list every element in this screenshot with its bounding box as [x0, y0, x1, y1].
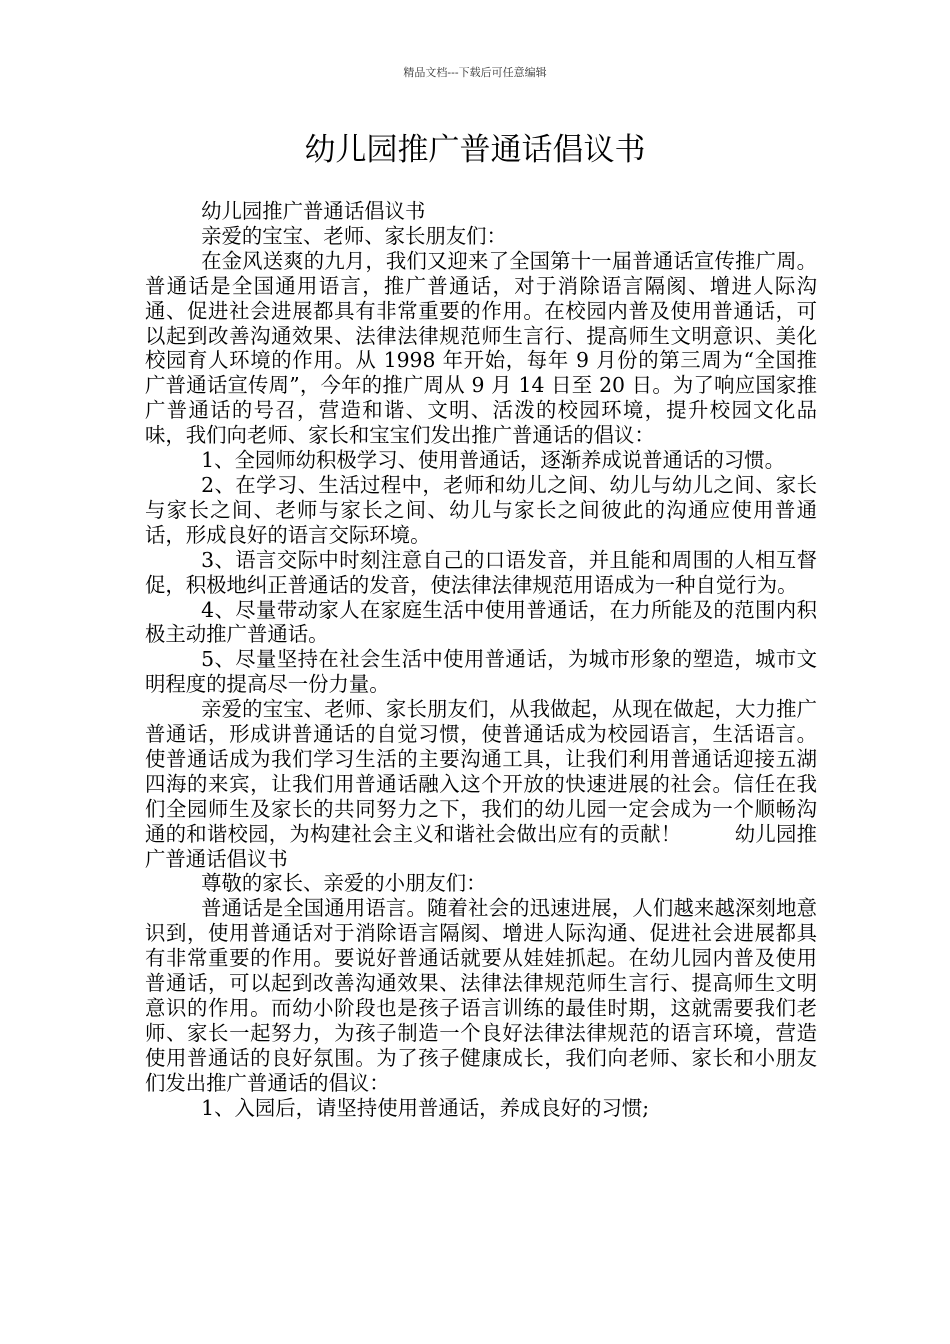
second-subtitle: 幼儿园推广普通话倡议书	[145, 821, 817, 871]
page-header-note: 精品文档---下载后可任意编辑	[403, 66, 547, 79]
proposal-item-4: 4、尽量带动家人在家庭生活中使用普通话，在力所能及的范围内积极主动推广普通话。	[145, 597, 817, 647]
closing-text: 亲爱的宝宝、老师、家长朋友们，从我做起，从现在做起，大力推广普通话，形成讲普通话的自觉习惯，使普通话成为校园语言，生活语言。使普通话成为我们学习生活的主要沟通工具，让我们利用普通话迎接五湖四海的来宾，让我们用普通话融入这个开放的快速进展的社会。信任在我们全园师生及家长的共同努力之下，我们的幼儿园一定会成为一个顺畅沟通的和谐校园，为构建社会主义和谐社会做出应有的贡献！	[145, 697, 817, 846]
intro-paragraph: 在金风送爽的九月，我们又迎来了全国第十一届普通话宣传推广周。普通话是全国通用语言，推广普通话，对于消除语言隔阂、增进人际沟通、促进社会进展都具有非常重要的作用。在校园内普及使用普通话，可以起到改善沟通效果、法律法律规范师生言行、提高师生文明意识、美化校园育人环境的作用。从 1998 年开始，每年 9 月份的第三周为“全国推广普通话宣传周”，今年的推广周从 9 月 14 日至 20 日。为了响应国家推广普通话的号召，营造和谐、文明、活泼的校园环境，提升校园文化品味，我们向老师、家长和宝宝们发出推广普通话的倡议：	[145, 248, 817, 448]
proposal-item-1: 1、全园师幼积极学习、使用普通话，逐渐养成说普通话的习惯。	[201, 448, 786, 473]
closing-paragraph	[145, 697, 817, 871]
second-intro-paragraph: 普通话是全国通用语言。随着社会的迅速进展，人们越来越深刻地意识到，使用普通话对于消除语言隔阂、增进人际沟通、促进社会进展都具有非常重要的作用。要说好普通话就要从娃娃抓起。在幼儿园内普及使用普通话，可以起到改善沟通效果、法律法律规范师生言行、提高师生文明意识的作用。而幼小阶段也是孩子语言训练的最佳时期，这就需要我们老师、家长一起努力，为孩子制造一个良好法律法律规范的语言环境，营造使用普通话的良好氛围。为了孩子健康成长，我们向老师、家长和小朋友们发出推广普通话的倡议：	[145, 896, 817, 1095]
second-proposal-item-1: 1、入园后，请坚持使用普通话，养成良好的习惯;	[201, 1095, 650, 1120]
proposal-item-3: 3、语言交际中时刻注意自己的口语发音，并且能和周围的人相互督促，积极地纠正普通话的发音，使法律法律规范用语成为一种自觉行为。	[145, 547, 817, 597]
proposal-item-2: 2、在学习、生活过程中，老师和幼儿之间、幼儿与幼儿之间、家长与家长之间、老师与家长之间、幼儿与家长之间彼此的沟通应使用普通话，形成良好的语言交际环境。	[145, 472, 817, 547]
document-body	[145, 199, 817, 1121]
second-salutation: 尊敬的家长、亲爱的小朋友们：	[201, 871, 487, 896]
proposal-item-5: 5、尽量坚持在社会生活中使用普通话，为城市形象的塑造，城市文明程度的提高尽一份力量。	[145, 647, 817, 697]
salutation-paragraph: 亲爱的宝宝、老师、家长朋友们：	[201, 223, 507, 248]
subtitle-paragraph: 幼儿园推广普通话倡议书	[201, 199, 426, 223]
document-title: 幼儿园推广普通话倡议书	[304, 132, 646, 168]
